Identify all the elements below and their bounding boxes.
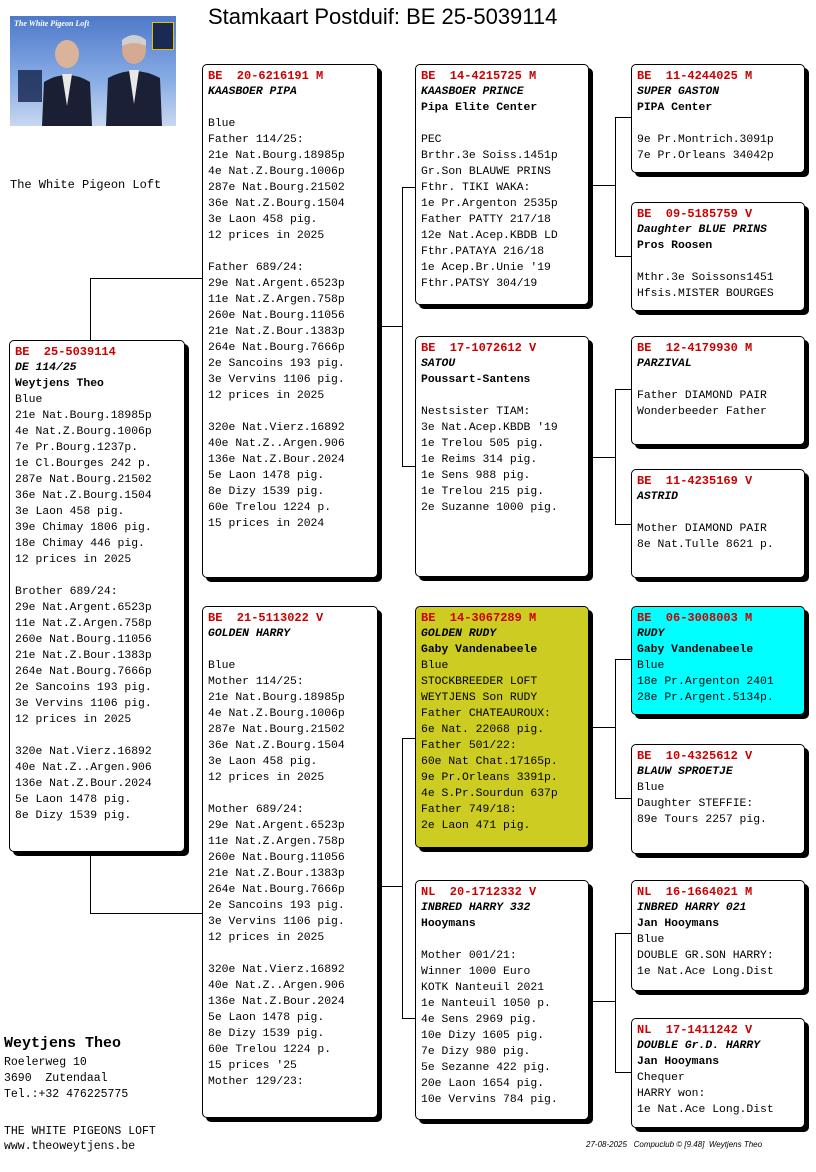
connector (615, 933, 616, 1073)
result-line: Blue (208, 660, 236, 672)
result-line: 5e Laon 1478 pig. (208, 470, 325, 482)
connector (90, 278, 91, 342)
connector (402, 187, 403, 467)
result-line: 320e Nat.Vierz.16892 (208, 422, 345, 434)
result-line: 36e Nat.Z.Bourg.1504 (208, 198, 345, 210)
result-line: Father DIAMOND PAIR (637, 390, 767, 402)
result-line: 4e Sens 2969 pig. (421, 1014, 538, 1026)
result-line: 21e Nat.Bourg.18985p (208, 150, 345, 162)
result-line: 260e Nat.Bourg.11056 (208, 310, 345, 322)
print-footer: 27-08-2025 Compuclub © [9.48] Weytjens Theo (586, 1140, 763, 1149)
result-line: 3e Vervins 1106 pig. (208, 916, 345, 928)
father-father-card[interactable] (415, 64, 589, 305)
result-line: 21e Nat.Z.Bour.1383p (15, 650, 152, 662)
pigeon-name: SUPER GASTON (637, 86, 720, 98)
ring-number: BE 17-1072612 V (421, 341, 537, 355)
result-line: 8e Dizy 1539 pig. (15, 810, 132, 822)
result-line: 264e Nat.Bourg.7666p (208, 884, 345, 896)
result-line: Father CHATEAUROUX: (421, 708, 551, 720)
breeder-name: PIPA Center (637, 102, 713, 114)
result-line: 1e Trelou 215 pig. (421, 486, 545, 498)
result-line (421, 388, 584, 404)
result-line: 1e Cl.Bourges 242 p. (15, 458, 152, 470)
pigeon-name: SATOU (421, 358, 456, 370)
connector (90, 852, 91, 914)
connector (590, 185, 616, 186)
ring-number: NL 17-1411242 V (637, 1023, 753, 1037)
result-line: 2e Sancoins 193 pig. (208, 358, 345, 370)
result-line: 260e Nat.Bourg.11056 (15, 634, 152, 646)
result-line: 28e Pr.Argent.5134p. (637, 692, 774, 704)
page-title: Stamkaart Postduif: BE 25-5039114 (208, 4, 558, 29)
result-line: 2e Sancoins 193 pig. (15, 682, 152, 694)
ggp-card-2[interactable] (631, 202, 805, 311)
result-line: 3e Nat.Acep.KBDB '19 (421, 422, 558, 434)
result-line: 264e Nat.Bourg.7666p (15, 666, 152, 678)
result-line: 2e Sancoins 193 pig. (208, 900, 345, 912)
result-line: 29e Nat.Argent.6523p (208, 820, 345, 832)
mother-father-card[interactable] (415, 606, 589, 848)
ring-number: BE 10-4325612 V (637, 749, 753, 763)
result-line: 3e Vervins 1106 pig. (208, 374, 345, 386)
connector (379, 326, 403, 327)
result-line: 3e Laon 458 pig. (15, 506, 125, 518)
result-line: 5e Laon 1478 pig. (208, 1012, 325, 1024)
result-line: Chequer (637, 1072, 685, 1084)
connector (615, 659, 616, 799)
result-line (208, 100, 373, 116)
pigeon-name: GOLDEN RUDY (421, 628, 497, 640)
pigeon-name: DOUBLE Gr.D. HARRY (637, 1040, 761, 1052)
pigeon-name: GOLDEN HARRY (208, 628, 291, 640)
result-line: 1e Sens 988 pig. (421, 470, 531, 482)
mother-mother-card[interactable] (415, 880, 589, 1120)
ring-number: BE 14-3067289 M (421, 611, 537, 625)
ggp-card-1[interactable] (631, 64, 805, 173)
result-line: 60e Trelou 1224 p. (208, 1044, 332, 1056)
owner-city: 3690 Zutendaal (4, 1072, 108, 1085)
mother-card[interactable] (202, 606, 378, 1118)
result-line: 18e Pr.Argenton 2401 (637, 676, 774, 688)
pigeon-name: BLAUW SPROETJE (637, 766, 733, 778)
result-line: 287e Nat.Bourg.21502 (15, 474, 152, 486)
result-line: 18e Chimay 446 pig. (15, 538, 145, 550)
father-mother-card[interactable] (415, 336, 589, 577)
result-line: Mother DIAMOND PAIR (637, 523, 767, 535)
result-line: 320e Nat.Vierz.16892 (15, 746, 152, 758)
connector (90, 913, 205, 914)
result-line: 12 prices in 2025 (208, 932, 325, 944)
result-line: 5e Sezanne 422 pig. (421, 1062, 551, 1074)
pigeon-name: INBRED HARRY 332 (421, 902, 531, 914)
result-line: Mother 129/23: (208, 1076, 304, 1088)
loft-footer-name: THE WHITE PIGEONS LOFT (4, 1125, 156, 1138)
result-line: 260e Nat.Bourg.11056 (208, 852, 345, 864)
pigeon-name: INBRED HARRY 021 (637, 902, 747, 914)
result-line (15, 568, 180, 584)
result-line: 29e Nat.Argent.6523p (15, 602, 152, 614)
result-line: Blue (637, 660, 665, 672)
result-line: Father 689/24: (208, 262, 304, 274)
result-line: Mother 689/24: (208, 804, 304, 816)
result-line: 2e Laon 471 pig. (421, 820, 531, 832)
ring-number: BE 20-6216191 M (208, 69, 324, 83)
loft-name-label: The White Pigeon Loft (10, 178, 162, 192)
result-line (208, 404, 373, 420)
breeder-name: Weytjens Theo (15, 378, 104, 390)
connector (615, 389, 616, 525)
result-line: 21e Nat.Z.Bour.1383p (208, 326, 345, 338)
result-line: 4e Nat.Z.Bourg.1006p (15, 426, 152, 438)
result-line: 4e S.Pr.Sourdun 637p (421, 788, 558, 800)
result-line: 136e Nat.Z.Bour.2024 (15, 778, 152, 790)
ring-number: BE 21-5113022 V (208, 611, 324, 625)
ggp-card-3[interactable] (631, 336, 805, 445)
result-line: Blue (208, 118, 236, 130)
result-line: 40e Nat.Z..Argen.906 (15, 762, 152, 774)
result-line: 12 prices in 2025 (208, 230, 325, 242)
breeder-name: Gaby Vandenabeele (637, 644, 754, 656)
ring-number: BE 11-4235169 V (637, 474, 753, 488)
result-line: 11e Nat.Z.Argen.758p (15, 618, 152, 630)
result-line: Mother 114/25: (208, 676, 304, 688)
result-line: 12e Nat.Acep.KBDB LD (421, 230, 558, 242)
ring-number: BE 25-5039114 (15, 345, 116, 359)
breeder-name: Jan Hooymans (637, 1056, 720, 1068)
result-line: Blue (15, 394, 43, 406)
pigeon-name: ASTRID (637, 491, 679, 503)
connector (590, 1001, 616, 1002)
loft-photo (10, 16, 176, 126)
result-line: 1e Trelou 505 pig. (421, 438, 545, 450)
result-line: 264e Nat.Bourg.7666p (208, 342, 345, 354)
result-line: 40e Nat.Z..Argen.906 (208, 980, 345, 992)
connector (590, 457, 616, 458)
result-line: 1e Nat.Ace Long.Dist (637, 966, 774, 978)
result-line: 36e Nat.Z.Bourg.1504 (15, 490, 152, 502)
result-line: 15 prices '25 (208, 1060, 297, 1072)
ring-number: BE 14-4215725 M (421, 69, 537, 83)
result-line: 320e Nat.Vierz.16892 (208, 964, 345, 976)
result-line (208, 946, 373, 962)
result-line: 60e Nat Chat.17165p. (421, 756, 558, 768)
result-line: 136e Nat.Z.Bour.2024 (208, 996, 345, 1008)
result-line: 39e Chimay 1806 pig. (15, 522, 152, 534)
connector (402, 738, 403, 1019)
result-line: 1e Pr.Argenton 2535p (421, 198, 558, 210)
ring-number: NL 16-1664021 M (637, 885, 753, 899)
result-line: 1e Reims 314 pig. (421, 454, 538, 466)
result-line: 4e Nat.Z.Bourg.1006p (208, 166, 345, 178)
ggp-card-6[interactable] (631, 744, 805, 854)
result-line: 5e Laon 1478 pig. (15, 794, 132, 806)
loft-website-link[interactable]: www.theoweytjens.be (4, 1140, 136, 1153)
result-line: KOTK Nanteuil 2021 (421, 982, 545, 994)
result-line: 15 prices in 2024 (208, 518, 325, 530)
result-line: 29e Nat.Argent.6523p (208, 278, 345, 290)
ring-number: BE 06-3008003 M (637, 611, 753, 625)
pigeon-name: DE 114/25 (15, 362, 77, 374)
result-line (637, 372, 800, 388)
owner-street: Roelerweg 10 (4, 1056, 87, 1069)
result-line: Wonderbeeder Father (637, 406, 767, 418)
connector (379, 886, 403, 887)
result-line: 8e Dizy 1539 pig. (208, 486, 325, 498)
result-line: 21e Nat.Bourg.18985p (208, 692, 345, 704)
result-line: 3e Laon 458 pig. (208, 756, 318, 768)
father-card[interactable] (202, 64, 378, 578)
result-line: 12 prices in 2025 (15, 554, 132, 566)
result-line: 40e Nat.Z..Argen.906 (208, 438, 345, 450)
result-line: 3e Laon 458 pig. (208, 214, 318, 226)
result-line: Winner 1000 Euro (421, 966, 531, 978)
result-line: Blue (637, 934, 665, 946)
connector (90, 278, 205, 279)
result-line: 10e Dizy 1605 pig. (421, 1030, 545, 1042)
result-line: HARRY won: (637, 1088, 706, 1100)
result-line: 60e Trelou 1224 p. (208, 502, 332, 514)
result-line: STOCKBREEDER LOFT (421, 676, 538, 688)
result-line: Blue (421, 660, 449, 672)
result-line: Mother 001/21: (421, 950, 517, 962)
result-line: Father 749/18: (421, 804, 517, 816)
result-line: 12 prices in 2025 (208, 772, 325, 784)
pigeon-name: PARZIVAL (637, 358, 692, 370)
result-line: 12 prices in 2025 (15, 714, 132, 726)
ring-number: BE 12-4179930 M (637, 341, 753, 355)
result-line: 6e Nat. 22068 pig. (421, 724, 545, 736)
result-line: 11e Nat.Z.Argen.758p (208, 294, 345, 306)
owner-block (4, 1034, 128, 1103)
subject-pigeon-card[interactable] (9, 340, 185, 852)
result-line: 11e Nat.Z.Argen.758p (208, 836, 345, 848)
pigeon-name: KAASBOER PRINCE (421, 86, 524, 98)
result-line (208, 786, 373, 802)
result-line (637, 116, 800, 132)
result-line: Mthr.3e Soissons1451 (637, 272, 774, 284)
result-line (421, 932, 584, 948)
result-line (208, 244, 373, 260)
result-line: Father PATTY 217/18 (421, 214, 551, 226)
result-line: 3e Vervins 1106 pig. (15, 698, 152, 710)
result-line: 8e Nat.Tulle 8621 p. (637, 539, 774, 551)
result-line: 7e Pr.Bourg.1237p. (15, 442, 139, 454)
breeder-name: Poussart-Santens (421, 374, 531, 386)
ggp-card-7[interactable] (631, 880, 805, 991)
ring-number: NL 20-1712332 V (421, 885, 537, 899)
result-line: Hfsis.MISTER BOURGES (637, 288, 774, 300)
result-line (637, 254, 800, 270)
pigeon-name: RUDY (637, 628, 665, 640)
result-line: Fthr.PATSY 304/19 (421, 278, 538, 290)
result-line: 7e Pr.Orleans 34042p (637, 150, 774, 162)
result-line: 36e Nat.Z.Bourg.1504 (208, 740, 345, 752)
result-line: 1e Nanteuil 1050 p. (421, 998, 551, 1010)
photo-banner: The White Pigeon Loft (14, 19, 90, 28)
result-line: 136e Nat.Z.Bour.2024 (208, 454, 345, 466)
result-line: 10e Vervins 784 pig. (421, 1094, 558, 1106)
breeder-name: Gaby Vandenabeele (421, 644, 538, 656)
result-line: Fthr.PATAYA 216/18 (421, 246, 545, 258)
owner-name: Weytjens Theo (4, 1035, 122, 1052)
result-line: 20e Laon 1654 pig. (421, 1078, 545, 1090)
result-line: 9e Pr.Montrich.3091p (637, 134, 774, 146)
ggp-card-5[interactable] (631, 606, 805, 715)
result-line: 1e Acep.Br.Unie '19 (421, 262, 551, 274)
breeder-name: Pros Roosen (637, 240, 713, 252)
result-line: 7e Dizy 980 pig. (421, 1046, 531, 1058)
result-line: 2e Suzanne 1000 pig. (421, 502, 558, 514)
result-line: 8e Dizy 1539 pig. (208, 1028, 325, 1040)
result-line: Daughter STEFFIE: (637, 798, 754, 810)
result-line: Fthr. TIKI WAKA: (421, 182, 531, 194)
result-line: 287e Nat.Bourg.21502 (208, 724, 345, 736)
breeder-name: Pipa Elite Center (421, 102, 538, 114)
pigeon-name: Daughter BLUE PRINS (637, 224, 767, 236)
result-line (637, 505, 800, 521)
result-line: DOUBLE GR.SON HARRY: (637, 950, 774, 962)
result-line: 4e Nat.Z.Bourg.1006p (208, 708, 345, 720)
result-line: Brother 689/24: (15, 586, 118, 598)
result-line (15, 728, 180, 744)
result-line: 287e Nat.Bourg.21502 (208, 182, 345, 194)
result-line (421, 116, 584, 132)
result-line: 21e Nat.Z.Bour.1383p (208, 868, 345, 880)
loft-footer (4, 1124, 156, 1154)
result-line: PEC (421, 134, 442, 146)
result-line: Gr.Son BLAUWE PRINS (421, 166, 551, 178)
right-logo-icon (152, 22, 174, 50)
ggp-card-8[interactable] (631, 1018, 805, 1128)
result-line: Blue (637, 782, 665, 794)
person-left-icon (38, 36, 96, 126)
connector (615, 117, 616, 257)
owner-phone: Tel.:+32 476225775 (4, 1088, 129, 1101)
result-line: Father 114/25: (208, 134, 304, 146)
result-line: Brthr.3e Soiss.1451p (421, 150, 558, 162)
result-line: 12 prices in 2025 (208, 390, 325, 402)
connector (590, 727, 616, 728)
result-line: 9e Pr.Orleans 3391p. (421, 772, 558, 784)
breeder-name: Jan Hooymans (637, 918, 720, 930)
result-line: WEYTJENS Son RUDY (421, 692, 538, 704)
ggp-card-4[interactable] (631, 469, 805, 578)
ring-number: BE 11-4244025 M (637, 69, 753, 83)
result-line: 21e Nat.Bourg.18985p (15, 410, 152, 422)
pigeon-name: KAASBOER PIPA (208, 86, 297, 98)
result-line: Nestsister TIAM: (421, 406, 531, 418)
breeder-name: Hooymans (421, 918, 476, 930)
ring-number: BE 09-5185759 V (637, 207, 753, 221)
result-line: 1e Nat.Ace Long.Dist (637, 1104, 774, 1116)
result-line: 89e Tours 2257 pig. (637, 814, 767, 826)
result-line (208, 642, 373, 658)
result-line: Father 501/22: (421, 740, 517, 752)
